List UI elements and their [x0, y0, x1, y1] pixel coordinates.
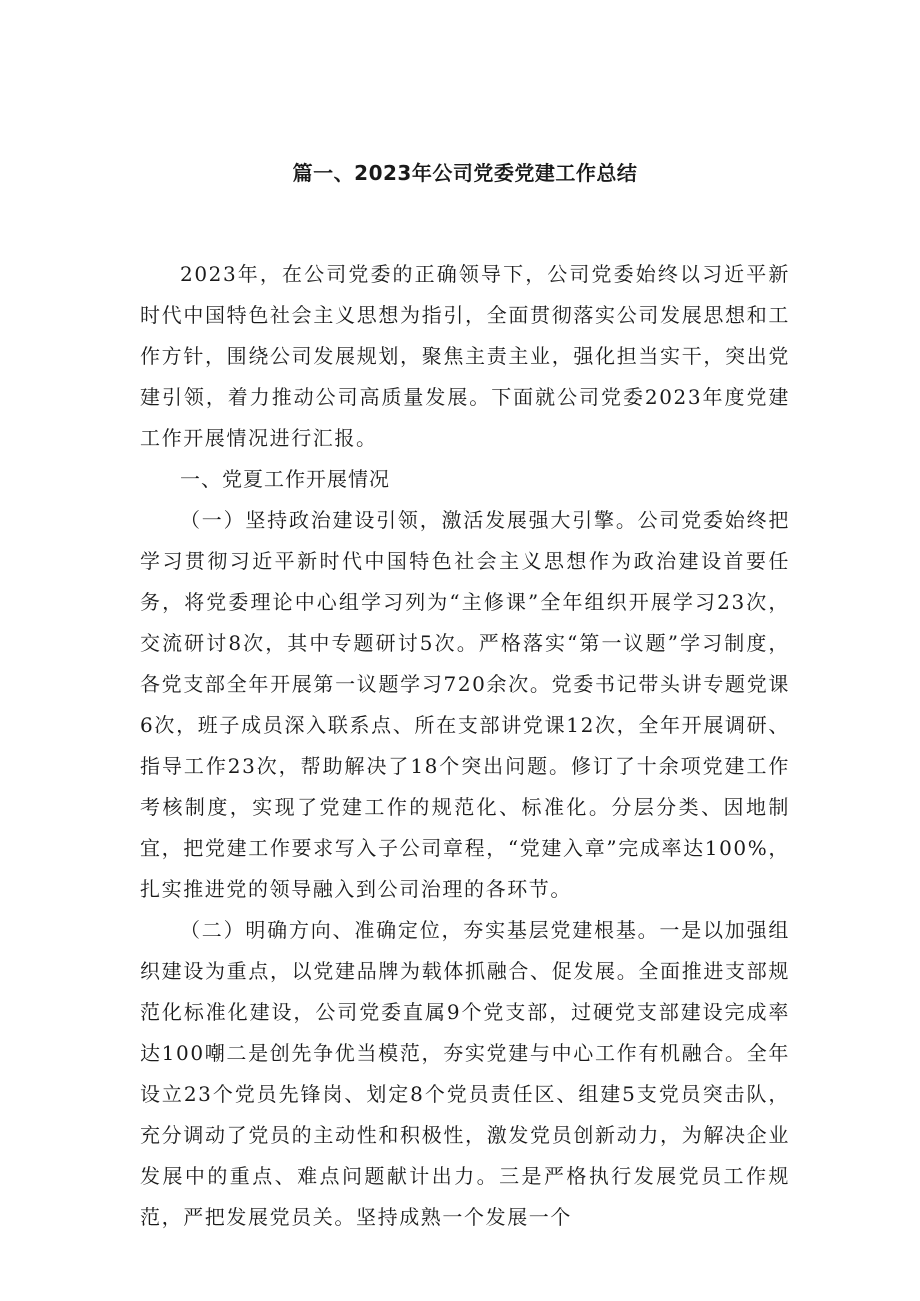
intro-paragraph: 2023年，在公司党委的正确领导下，公司党委始终以习近平新时代中国特色社会主义思想为指引，全面贯彻落实公司发展思想和工作方针，围绕公司发展规划，聚焦主责主业，强化担当实干，突出党建引领，着力推动公司高质量发展。下面就公司党委2023年度党建工作开展情况进行汇报。 — [140, 262, 790, 450]
paragraph-grassroots-building: （二）明确方向、准确定位，夯实基层党建根基。一是以加强组织建设为重点，以党建品牌为载体抓融合、促发展。全面推进支部规范化标准化建设，公司党委直属9个党支部，过硬党支部建设完成率达100嘲二是创先争优当模范，夯实党建与中心工作有机融合。全年设立23个党员先锋岗、划定8个党员责任区、组建5支党员突击队，充分调动了党员的主动性和积极性，激发党员创新动力，为解决企业发展中的重点、难点问题献计出力。三是严格执行发展党员工作规范，严把发展党员关。坚持成熟一个发展一个 — [140, 918, 790, 1229]
section-heading-1: 一、党夏工作开展情况 — [180, 467, 390, 491]
document-body — [140, 254, 790, 1238]
paragraph-political-building: （一）坚持政治建设引领，激活发展强大引擎。公司党委始终把学习贯彻习近平新时代中国特色社会主义思想作为政治建设首要任务，将党委理论中心组学习列为“主修课”全年组织开展学习23次，交流研讨8次，其中专题研讨5次。严格落实“第一议题”学习制度，各党支部全年开展第一议题学习720余次。党委书记带头讲专题党课6次，班子成员深入联系点、所在支部讲党课12次，全年开展调研、指导工作23次，帮助解决了18个突出问题。修订了十余项党建工作考核制度，实现了党建工作的规范化、标准化。分层分类、因地制宜，把党建工作要求写入子公司章程，“党建入章”完成率达100%，扎实推进党的领导融入到公司治理的各环节。 — [140, 508, 790, 901]
document-title: 篇一、2023年公司党委党建工作总结 — [292, 161, 638, 185]
